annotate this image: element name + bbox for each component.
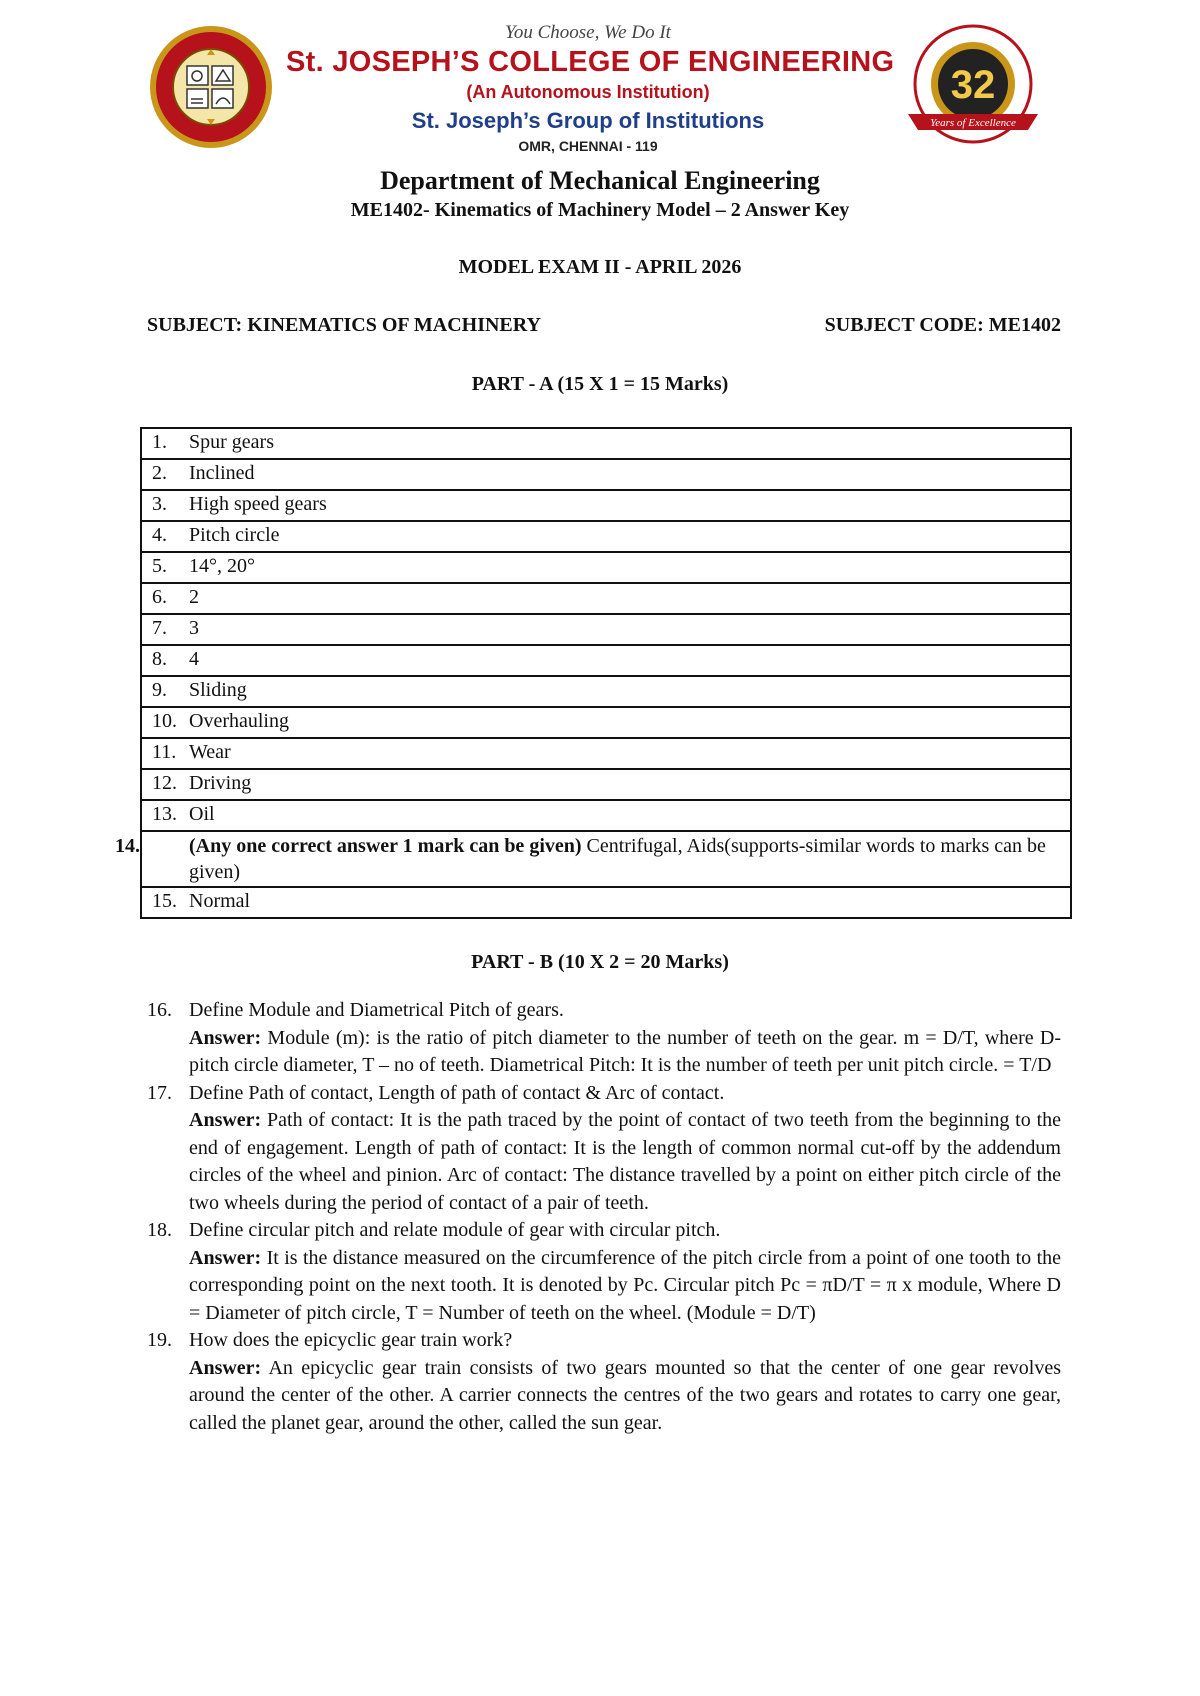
question-number: 19.	[147, 1329, 172, 1351]
college-tagline: You Choose, We Do It	[505, 22, 671, 43]
table-row	[141, 738, 1071, 769]
answer-label: Answer:	[189, 1026, 262, 1049]
answer-number: 1.	[152, 431, 167, 453]
list-item	[147, 1217, 1061, 1327]
answer-text: High speed gears	[189, 493, 327, 515]
question-text: How does the epicyclic gear train work?	[189, 1329, 513, 1351]
answer-number: 14.	[115, 835, 140, 857]
answer-paragraph	[189, 1355, 1061, 1438]
model-exam-title: MODEL EXAM II - APRIL 2026	[458, 256, 742, 278]
answer-number: 9.	[152, 679, 167, 701]
answer-text: Centrifugal, Aids(supports-similar words to marks can be given)	[189, 835, 1046, 883]
answer-text: An epicyclic gear train consists of two gears mounted so that the center of one gear revolves around the center of the other. A carrier connects the centres of the two gears and rotates to carry one gear, called the planet gear, around the other, called the sun gear.	[189, 1356, 1061, 1434]
answer-text: Normal	[189, 890, 251, 912]
answer-text: Inclined	[189, 462, 255, 484]
part-b-questions	[147, 997, 1061, 1437]
answer-number: 10.	[152, 710, 177, 732]
table-row	[141, 521, 1071, 552]
answer-text: Overhauling	[189, 710, 289, 732]
question-number: 17.	[147, 1081, 172, 1104]
table-row	[141, 887, 1071, 918]
subject-row	[147, 314, 1061, 337]
group-name: St. Joseph’s Group of Institutions	[411, 108, 765, 133]
table-row	[141, 707, 1071, 738]
answer-text: 3	[189, 617, 199, 639]
college-seal-logo	[148, 24, 274, 150]
table-row	[141, 676, 1071, 707]
answer-bold-note: (Any one correct answer 1 mark can be given)	[189, 835, 582, 857]
answer-text: Pitch circle	[189, 524, 280, 546]
answer-number: 7.	[152, 617, 167, 639]
college-location: OMR, CHENNAI - 119	[518, 138, 658, 154]
answer-text: Oil	[189, 803, 215, 825]
answer-number: 2.	[152, 462, 167, 484]
answer-number: 12.	[152, 772, 177, 794]
subject-name: SUBJECT: KINEMATICS OF MACHINERY	[147, 314, 541, 336]
answer-text: Driving	[189, 772, 252, 794]
question-number: 18.	[147, 1219, 172, 1241]
answer-number: 11.	[152, 741, 177, 763]
answer-number: 4.	[152, 524, 167, 546]
answer-text: Module (m): is the ratio of pitch diameter to the number of teeth on the gear. m = D/T, where D- pitch circle diameter, T – no of teeth. Diametrical Pitch: It is the number of teeth per unit pitch circle. = T/D	[189, 1026, 1061, 1076]
badge-number: 32	[950, 63, 996, 107]
answer-label: Answer:	[189, 1109, 262, 1131]
answer-number: 6.	[152, 586, 167, 608]
question-number: 16.	[147, 999, 172, 1021]
answer-text: Spur gears	[189, 431, 274, 453]
college-header	[138, 16, 1062, 156]
list-item	[147, 1327, 1061, 1437]
list-item	[147, 1080, 1061, 1218]
table-row	[141, 645, 1071, 676]
list-item	[147, 997, 1061, 1080]
question-text: Define circular pitch and relate module of gear with circular pitch.	[189, 1219, 721, 1241]
answer-number: 13.	[152, 803, 177, 825]
answer-number: 15.	[152, 890, 177, 912]
table-row	[141, 428, 1071, 459]
header-text	[286, 16, 895, 158]
question-text: Define Path of contact, Length of path of contact & Arc of contact.	[189, 1081, 725, 1104]
answer-label: Answer:	[189, 1356, 262, 1379]
answer-number: 8.	[152, 648, 167, 670]
answer-paragraph	[189, 1107, 1061, 1217]
answer-text: It is the distance measured on the circumference of the pitch circle from a point of one tooth to the corresponding point on the next tooth. It is denoted by Pc. Circular pitch Pc = πD/T = π x module, Where D = Diameter of pitch circle, T = Number of teeth on the wheel. (Module = D/T)	[189, 1246, 1061, 1324]
table-row	[141, 552, 1071, 583]
course-answer-key-title: ME1402- Kinematics of Machinery Model – 2 Answer Key	[350, 199, 850, 221]
answer-text: 14°, 20°	[189, 555, 255, 577]
answer-paragraph	[189, 1025, 1061, 1080]
college-name: St. JOSEPH’S COLLEGE OF ENGINEERING	[286, 46, 895, 78]
answer-number: 5.	[152, 555, 167, 577]
answer-text: Sliding	[189, 679, 247, 701]
department-title: Department of Mechanical Engineering	[380, 166, 820, 195]
part-b-heading: PART - B (10 X 2 = 20 Marks)	[471, 951, 729, 973]
table-row	[141, 769, 1071, 800]
table-row	[141, 490, 1071, 521]
part-a-heading: PART - A (15 X 1 = 15 Marks)	[471, 373, 729, 395]
question-text: Define Module and Diametrical Pitch of gears.	[189, 999, 564, 1021]
answer-text: 4	[189, 648, 199, 670]
autonomous-label: (An Autonomous Institution)	[466, 82, 710, 102]
table-row	[141, 583, 1071, 614]
part-a-answer-table	[115, 427, 1072, 919]
answer-label: Answer:	[189, 1246, 262, 1269]
answer-number: 3.	[152, 493, 167, 515]
anniversary-badge-logo	[898, 22, 1048, 154]
answer-text: Wear	[189, 741, 231, 763]
table-row	[141, 831, 1071, 887]
answer-text: 2	[189, 586, 199, 608]
badge-ribbon-text: Years of Excellence	[930, 117, 1016, 129]
table-row	[141, 800, 1071, 831]
answer-text: Path of contact: It is the path traced by the point of contact of two teeth from the beginning to the end of engagement. Length of path of contact: It is the length of common normal cut-off by the addendum circles of the wheel and pinion. Arc of contact: The distance travelled by a point on either pitch circle of the two wheels during the period of contact of a pair of teeth.	[189, 1109, 1061, 1214]
subject-code: SUBJECT CODE: ME1402	[824, 314, 1061, 336]
answer-paragraph	[189, 1245, 1061, 1328]
table-row	[141, 614, 1071, 645]
table-row	[141, 459, 1071, 490]
